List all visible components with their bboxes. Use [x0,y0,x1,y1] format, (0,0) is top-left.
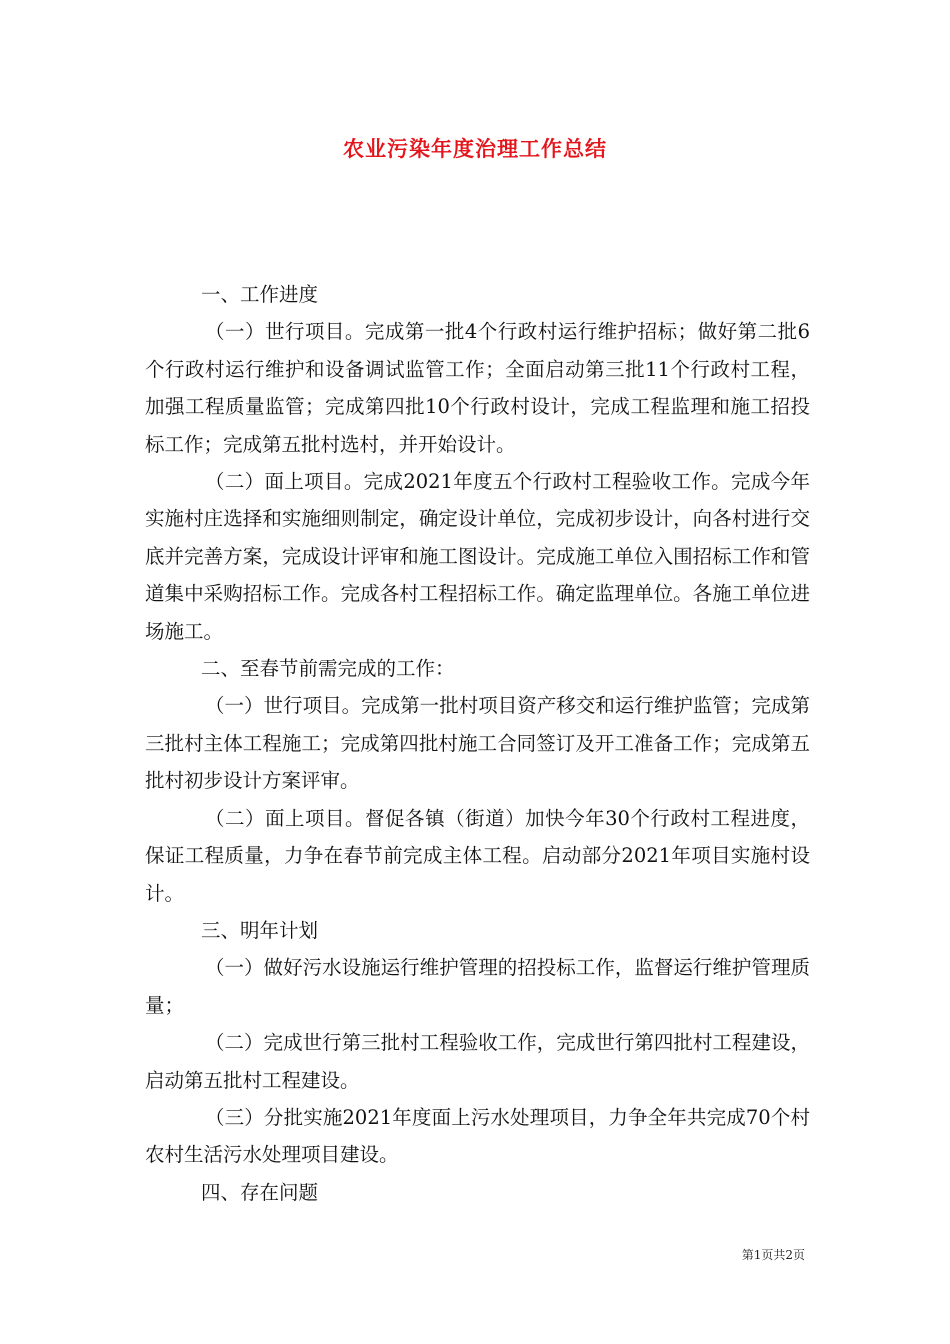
section-heading-issues: 四、存在问题 [201,1180,319,1204]
paragraph-plan-item-3: （三）分批实施2021年度面上污水处理项目，力争全年共完成70个村农村生活污水处理项目建设。 [145,1105,810,1167]
paragraph-general-project: （二）面上项目。完成2021年度五个行政村工程验收工作。完成今年实施村庄选择和实施细则制定，确定设计单位，完成初步设计，向各村进行交底并完善方案，完成设计评审和施工图设计。完成施工单位入围招标工作和管道集中采购招标工作。完成各村工程招标工作。确定监理单位。各施工单位进场施工。 [145,470,810,643]
document-title: 农业污染年度治理工作总结 [343,136,607,161]
section-heading-before-spring-festival: 二、至春节前需完成的工作： [201,657,455,681]
page-number-footer: 第1页共2页 [741,1248,805,1262]
paragraph-world-bank-before-festival: （一）世行项目。完成第一批村项目资产移交和运行维护监管；完成第三批村主体工程施工；完成第四批村施工合同签订及开工准备工作；完成第五批村初步设计方案评审。 [145,694,810,793]
section-heading-next-year-plan: 三、明年计划 [201,918,319,942]
document-body [145,276,810,1211]
paragraph-plan-item-2: （二）完成世行第三批村工程验收工作，完成世行第四批村工程建设，启动第五批村工程建设。 [145,1031,810,1092]
section-heading-progress: 一、工作进度 [201,283,319,306]
paragraph-plan-item-1: （一）做好污水设施运行维护管理的招投标工作，监督运行维护管理质量； [145,956,810,1017]
paragraph-world-bank-project: （一）世行项目。完成第一批4个行政村运行维护招标；做好第二批6个行政村运行维护和设备调试监管工作；全面启动第三批11个行政村工程，加强工程质量监管；完成第四批10个行政村设计，完成工程监理和施工招投标工作；完成第五批村选村，并开始设计。 [145,320,810,456]
paragraph-general-before-festival: （二）面上项目。督促各镇（街道）加快今年30个行政村工程进度，保证工程质量，力争在春节前完成主体工程。启动部分2021年项目实施村设计。 [145,806,810,905]
